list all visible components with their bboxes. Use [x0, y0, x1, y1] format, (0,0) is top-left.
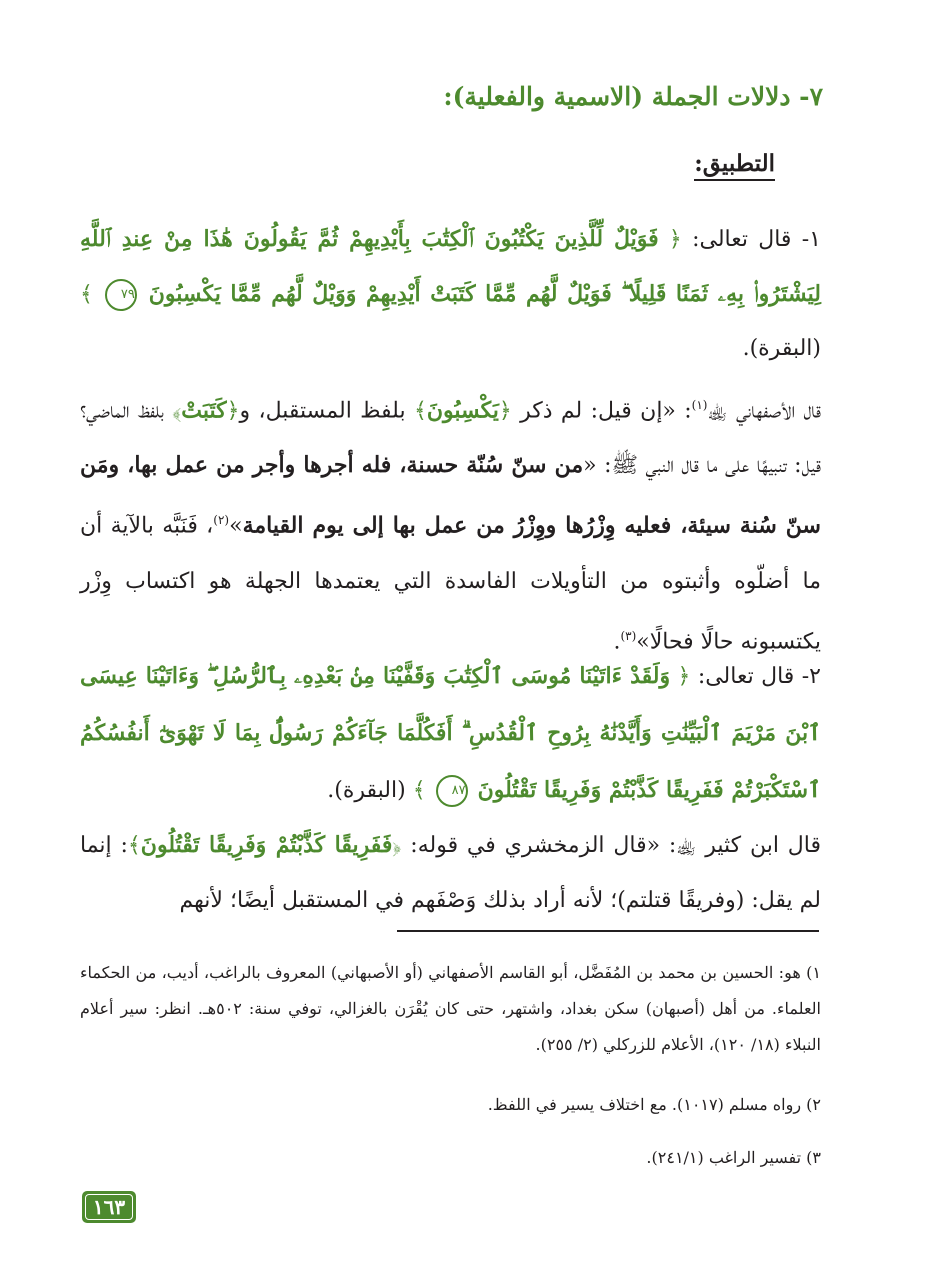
page-number-frame [85, 1194, 133, 1220]
text-segment: قال الأصفهاني ﵀ [707, 398, 822, 424]
quoted-verse-fragment: فَفَرِيقًا كَذَّبْتُمْ وَفَرِيقًا تَقْتُلُونَ [140, 832, 393, 858]
text-segment: : «إن قيل: لم ذكر [520, 398, 692, 424]
text-segment: . [613, 628, 621, 654]
footnote-2: ٢) رواه مسلم (١٠١٧). مع اختلاف يسير في اللفظ. [487, 1095, 821, 1114]
ornate-bracket-close-icon: ﴾ [413, 398, 427, 424]
surah-source-2: (البقرة). [327, 778, 406, 803]
paragraph-isfahani [80, 378, 821, 669]
text-segment: ، فَنَبَّه بالآية أن ما أضلّوه وأثبتوه من التأويلات الفاسدة التي يعتمدها الجهلة هو اكتساب وِزْر يكتسبونه حالًا فحالًا» [80, 513, 821, 654]
text-segment: بلفظ المستقبل، و [239, 398, 406, 424]
text-segment: بلفظ الماضي؟ قيل: تنبيهًا على ما قال النبي ﷺ: « [80, 398, 822, 479]
footnote-separator [397, 930, 819, 932]
ornate-bracket-open-icon: ﴿ [392, 833, 402, 858]
ornate-bracket-close-icon: ﴾ [127, 833, 141, 858]
ayah-number-marker: ٨٧ [436, 775, 468, 807]
subheading-text: التطبيق [702, 150, 775, 177]
paragraph-verse-1 [80, 212, 821, 376]
paragraph-verse-2 [80, 648, 821, 819]
ayah-number-marker: ٧٩ [105, 279, 137, 311]
quoted-word-katabat: كَتَبَتْ [181, 397, 227, 424]
surah-source-1: (البقرة). [742, 336, 821, 361]
page-number: ١٦٣ [92, 1195, 126, 1219]
subheading-colon: : [694, 150, 703, 177]
footnote-ref-3[interactable]: (٣) [620, 628, 637, 643]
text-segment: : إنما لم يقل: (وفريقًا قتلتم)؛ لأنه أراد بذلك وَصْفَهم في المستقبل أيضًا؛ لأنهم [80, 833, 821, 913]
quran-verse-1: فَوَيْلٌ لِّلَّذِينَ يَكْتُبُونَ ٱلْكِتَٰبَ بِأَيْدِيهِمْ ثُمَّ يَقُولُونَ هَٰذَا مِنْ عِندِ ٱللَّهِ لِيَشْتَرُوا۟ بِهِۦ ثَمَنًا قَلِيلًا ۖ فَوَيْلٌ لَّهُم مِّمَّا كَتَبَتْ أَيْدِيهِمْ وَوَيْلٌ لَّهُم مِّمَّا يَكْسِبُونَ [80, 226, 821, 307]
ornate-bracket-open-icon: ﴿ [498, 398, 512, 424]
application-subheading [694, 150, 775, 181]
hadith-text: من سنّ سُنّة حسنة، فله أجرها وأجر من عمل بها، ومَن سنّ سُنة سيئة، فعليه وِزْرُها ووِزْرُ من عمل بها إلى يوم القيامة [80, 452, 821, 539]
quran-verse-2: وَلَقَدْ ءَاتَيْنَا مُوسَى ٱلْكِتَٰبَ وَقَفَّيْنَا مِنۢ بَعْدِهِۦ بِٱلرُّسُلِ ۖ وَءَاتَيْنَا عِيسَى ٱبْنَ مَرْيَمَ ٱلْبَيِّنَٰتِ وَأَيَّدْنَٰهُ بِرُوحِ ٱلْقُدُسِ ۗ أَفَكُلَّمَا جَآءَكُمْ رَسُولٌۢ بِمَا لَا تَهْوَىٰٓ أَنفُسُكُمُ ٱسْتَكْبَرْتُمْ فَفَرِيقًا كَذَّبْتُمْ وَفَرِيقًا تَقْتُلُونَ [80, 663, 821, 803]
footnote-1: ١) هو: الحسين بن محمد بن المُفَضَّل، أبو القاسم الأصفهاني (أو الأصبهاني) المعروف بالراغب، أديب، من الحكماء العلماء. من أهل (أصبهان) سكن بغداد، واشتهر، حتى كان يُقْرَن بالغزالي، توفي سنة: ٥٠٢هـ. انظر: سير أعلام النبلاء (١٨/ ١٢٠)، الأعلام للزركلي (٢/ ٢٥٥). [80, 963, 821, 1054]
ornate-bracket-close-icon: ﴾ [412, 778, 426, 803]
text-segment: » [229, 513, 243, 539]
ornate-bracket-open-icon: ﴿ [668, 227, 682, 252]
text-segment: قال ابن كثير ﵀: «قال الزمخشري في قوله: [410, 833, 821, 858]
paragraph-ibn-kathir [80, 818, 821, 928]
footnote-3: ٣) تفسير الراغب (٢٤١/١). [646, 1148, 821, 1167]
verse-2-intro: ٢- قال تعالى: [697, 664, 821, 689]
ornate-bracket-open-icon: ﴿ [677, 664, 691, 689]
ornate-bracket-close-icon: ﴾ [172, 398, 182, 424]
ornate-bracket-open-icon: ﴿ [226, 398, 240, 424]
verse-1-intro: ١- قال تعالى: [692, 227, 821, 252]
footnote-ref-2[interactable]: (٢) [213, 513, 230, 528]
footnote-ref-1[interactable]: (١) [691, 398, 708, 412]
ornate-bracket-close-icon: ﴾ [80, 282, 93, 307]
section-heading: ٧- دلالات الجملة (الاسمية والفعلية): [443, 82, 823, 111]
page-number-badge [82, 1191, 136, 1223]
quoted-word-yaksibun: يَكْسِبُونَ [426, 397, 499, 424]
